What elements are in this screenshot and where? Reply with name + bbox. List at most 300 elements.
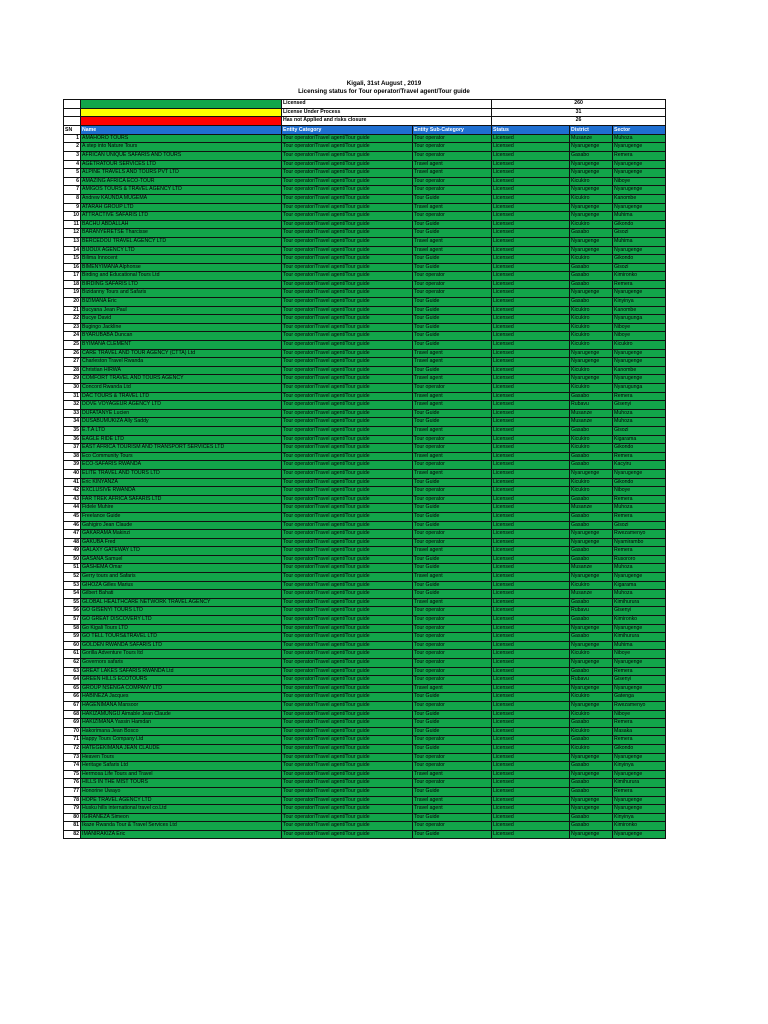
- status-cell: Licensed: [492, 676, 570, 685]
- entity-category-cell: Tour operator/Travel agent/Tour guide: [282, 693, 413, 702]
- table-row: [64, 289, 666, 298]
- name-cell: DOVE VOYAGEUR AGENCY LTD: [81, 401, 282, 410]
- status-cell: Licensed: [492, 229, 570, 238]
- sn-cell: 41: [64, 478, 81, 487]
- entity-category-cell: Tour operator/Travel agent/Tour guide: [282, 762, 413, 771]
- entity-category-cell: Tour operator/Travel agent/Tour guide: [282, 830, 413, 839]
- status-cell: Licensed: [492, 418, 570, 427]
- sector-cell: Gatenga: [613, 693, 666, 702]
- sub-category-cell: Tour Guide: [413, 315, 492, 324]
- table-row: [64, 220, 666, 229]
- status-cell: Licensed: [492, 341, 570, 350]
- sub-category-cell: Tour operator: [413, 607, 492, 616]
- sector-cell: Nyarugenge: [613, 143, 666, 152]
- table-row: [64, 143, 666, 152]
- sub-category-cell: Tour Guide: [413, 229, 492, 238]
- district-cell: Musanze: [570, 418, 613, 427]
- status-cell: Licensed: [492, 684, 570, 693]
- status-cell: Licensed: [492, 779, 570, 788]
- entity-category-cell: Tour operator/Travel agent/Tour guide: [282, 212, 413, 221]
- sector-cell: Gikondo: [613, 478, 666, 487]
- table-row: [64, 323, 666, 332]
- sector-cell: Kimironko: [613, 616, 666, 625]
- name-cell: Bilima Innocent: [81, 255, 282, 264]
- sub-category-cell: Tour Guide: [413, 409, 492, 418]
- sn-cell: 23: [64, 323, 81, 332]
- district-cell: Gasabo: [570, 461, 613, 470]
- sector-cell: Remera: [613, 452, 666, 461]
- district-cell: Gasabo: [570, 822, 613, 831]
- sn-cell: 42: [64, 487, 81, 496]
- name-cell: GREAT LAKES SAFARIS RWANDA Ltd: [81, 667, 282, 676]
- name-cell: GALAXY GATEWAY LTD: [81, 547, 282, 556]
- legend-swatch-yellow: [81, 108, 282, 117]
- entity-category-cell: Tour operator/Travel agent/Tour guide: [282, 203, 413, 212]
- sn-cell: 16: [64, 263, 81, 272]
- entity-category-cell: Tour operator/Travel agent/Tour guide: [282, 280, 413, 289]
- district-cell: Nyarugenge: [570, 169, 613, 178]
- sn-cell: 28: [64, 366, 81, 375]
- sub-category-cell: Travel agent: [413, 169, 492, 178]
- name-cell: Ikaze Rwanda Tour & Travel Services Ltd: [81, 822, 282, 831]
- sub-category-cell: Travel agent: [413, 246, 492, 255]
- table-row: [64, 753, 666, 762]
- legend-row-licensed: [64, 100, 666, 109]
- sn-cell: 65: [64, 684, 81, 693]
- sn-cell: 53: [64, 581, 81, 590]
- table-row: [64, 358, 666, 367]
- legend-swatch-green: [81, 100, 282, 109]
- sector-cell: Kimironko: [613, 272, 666, 281]
- status-cell: Licensed: [492, 538, 570, 547]
- status-cell: Licensed: [492, 727, 570, 736]
- sector-cell: Nyarugenge: [613, 186, 666, 195]
- district-cell: Rubavu: [570, 607, 613, 616]
- sn-cell: 73: [64, 753, 81, 762]
- sub-category-cell: Travel agent: [413, 684, 492, 693]
- entity-category-cell: Tour operator/Travel agent/Tour guide: [282, 478, 413, 487]
- district-cell: Kicukiro: [570, 366, 613, 375]
- entity-category-cell: Tour operator/Travel agent/Tour guide: [282, 598, 413, 607]
- sub-category-cell: Tour operator: [413, 435, 492, 444]
- name-cell: FAR TREK AFRICA SAFARIS LTD: [81, 495, 282, 504]
- sub-category-cell: Tour Guide: [413, 306, 492, 315]
- status-cell: Licensed: [492, 590, 570, 599]
- status-cell: Licensed: [492, 392, 570, 401]
- table-row: [64, 366, 666, 375]
- status-cell: Licensed: [492, 736, 570, 745]
- district-cell: Nyarugenge: [570, 246, 613, 255]
- sector-cell: Nyamirambo: [613, 538, 666, 547]
- district-cell: Gasabo: [570, 719, 613, 728]
- entity-category-cell: Tour operator/Travel agent/Tour guide: [282, 246, 413, 255]
- table-row: [64, 315, 666, 324]
- entity-category-cell: Tour operator/Travel agent/Tour guide: [282, 444, 413, 453]
- name-cell: GO GREAT DISCOVERY LTD: [81, 616, 282, 625]
- district-cell: Gasabo: [570, 598, 613, 607]
- table-row: [64, 779, 666, 788]
- sector-cell: Remera: [613, 667, 666, 676]
- district-cell: Kicukiro: [570, 332, 613, 341]
- table-row: [64, 160, 666, 169]
- sn-cell: 81: [64, 822, 81, 831]
- table-row: [64, 762, 666, 771]
- sector-cell: Gisenyi: [613, 607, 666, 616]
- district-cell: Gasabo: [570, 512, 613, 521]
- district-cell: Kicukiro: [570, 384, 613, 393]
- sn-cell: 69: [64, 719, 81, 728]
- name-cell: Birding and Educational Tours Ltd: [81, 272, 282, 281]
- district-cell: Nyarugenge: [570, 538, 613, 547]
- status-cell: Licensed: [492, 487, 570, 496]
- name-cell: HAKIZAMUNGU Aimable Jean Claude: [81, 710, 282, 719]
- name-cell: Happy Tours Company Ltd: [81, 736, 282, 745]
- district-cell: Musanze: [570, 134, 613, 143]
- status-cell: Licensed: [492, 263, 570, 272]
- status-cell: Licensed: [492, 289, 570, 298]
- entity-category-cell: Tour operator/Travel agent/Tour guide: [282, 547, 413, 556]
- table-row: [64, 564, 666, 573]
- sector-cell: Kinyinya: [613, 813, 666, 822]
- sector-cell: Muhoza: [613, 564, 666, 573]
- status-cell: Licensed: [492, 616, 570, 625]
- sub-category-cell: Tour operator: [413, 736, 492, 745]
- district-cell: Nyarugenge: [570, 753, 613, 762]
- entity-category-cell: Tour operator/Travel agent/Tour guide: [282, 306, 413, 315]
- name-cell: Bucyana Jean Paul: [81, 306, 282, 315]
- district-cell: Musanze: [570, 409, 613, 418]
- name-cell: EXCLUSIVE RWANDA: [81, 487, 282, 496]
- name-cell: BIRDING SAFARIS LTD: [81, 280, 282, 289]
- entity-category-cell: Tour operator/Travel agent/Tour guide: [282, 684, 413, 693]
- entity-category-cell: Tour operator/Travel agent/Tour guide: [282, 461, 413, 470]
- sub-category-cell: Travel agent: [413, 237, 492, 246]
- sn-cell: 58: [64, 624, 81, 633]
- sub-category-cell: Travel agent: [413, 547, 492, 556]
- name-cell: ATTRACTIVE SAFARIS LTD: [81, 212, 282, 221]
- entity-category-cell: Tour operator/Travel agent/Tour guide: [282, 169, 413, 178]
- sub-category-cell: Tour operator: [413, 461, 492, 470]
- column-header-sn: SN: [64, 125, 81, 134]
- sn-cell: 38: [64, 452, 81, 461]
- district-cell: Nyarugenge: [570, 237, 613, 246]
- sector-cell: Niboye: [613, 650, 666, 659]
- table-row: [64, 504, 666, 513]
- entity-category-cell: Tour operator/Travel agent/Tour guide: [282, 736, 413, 745]
- sub-category-cell: Tour operator: [413, 487, 492, 496]
- entity-category-cell: Tour operator/Travel agent/Tour guide: [282, 220, 413, 229]
- status-cell: Licensed: [492, 719, 570, 728]
- sub-category-cell: Tour operator: [413, 779, 492, 788]
- status-cell: Licensed: [492, 306, 570, 315]
- name-cell: GIHOZA Gilles Marius: [81, 581, 282, 590]
- sn-cell: 68: [64, 710, 81, 719]
- table-row: [64, 478, 666, 487]
- table-row: [64, 255, 666, 264]
- legend-count: 260: [492, 100, 666, 109]
- entity-category-cell: Tour operator/Travel agent/Tour guide: [282, 349, 413, 358]
- sector-cell: Kigarama: [613, 435, 666, 444]
- table-row: [64, 555, 666, 564]
- entity-category-cell: Tour operator/Travel agent/Tour guide: [282, 753, 413, 762]
- entity-category-cell: Tour operator/Travel agent/Tour guide: [282, 787, 413, 796]
- sector-cell: Kimihurura: [613, 779, 666, 788]
- entity-category-cell: Tour operator/Travel agent/Tour guide: [282, 186, 413, 195]
- district-cell: Nyarugenge: [570, 659, 613, 668]
- entity-category-cell: Tour operator/Travel agent/Tour guide: [282, 134, 413, 143]
- entity-category-cell: Tour operator/Travel agent/Tour guide: [282, 590, 413, 599]
- sn-cell: 63: [64, 667, 81, 676]
- name-cell: HAGENIMANA Mansoor: [81, 701, 282, 710]
- sn-cell: 3: [64, 151, 81, 160]
- sub-category-cell: Tour Guide: [413, 693, 492, 702]
- table-row: [64, 787, 666, 796]
- table-row: [64, 796, 666, 805]
- sn-cell: 39: [64, 461, 81, 470]
- table-row: [64, 667, 666, 676]
- status-cell: Licensed: [492, 787, 570, 796]
- legend-spacer: [64, 117, 81, 126]
- table-row: [64, 306, 666, 315]
- status-cell: Licensed: [492, 762, 570, 771]
- sector-cell: Remera: [613, 787, 666, 796]
- entity-category-cell: Tour operator/Travel agent/Tour guide: [282, 581, 413, 590]
- sn-cell: 60: [64, 641, 81, 650]
- district-cell: Kicukiro: [570, 177, 613, 186]
- column-header-status: Status: [492, 125, 570, 134]
- sector-cell: Nyarugenge: [613, 169, 666, 178]
- status-cell: Licensed: [492, 555, 570, 564]
- legend-count: 26: [492, 117, 666, 126]
- sector-cell: Nyarugenge: [613, 796, 666, 805]
- status-cell: Licensed: [492, 358, 570, 367]
- table-row: [64, 573, 666, 582]
- district-cell: Gasabo: [570, 392, 613, 401]
- name-cell: BIZIMANA Eric: [81, 298, 282, 307]
- sub-category-cell: Travel agent: [413, 469, 492, 478]
- district-cell: Kicukiro: [570, 693, 613, 702]
- sub-category-cell: Tour operator: [413, 701, 492, 710]
- district-cell: Musanze: [570, 504, 613, 513]
- district-cell: Kicukiro: [570, 581, 613, 590]
- sub-category-cell: Tour Guide: [413, 341, 492, 350]
- sn-cell: 56: [64, 607, 81, 616]
- sector-cell: Kicukiro: [613, 341, 666, 350]
- sn-cell: 30: [64, 384, 81, 393]
- sn-cell: 70: [64, 727, 81, 736]
- sector-cell: Nyarugenge: [613, 573, 666, 582]
- district-cell: Kicukiro: [570, 487, 613, 496]
- entity-category-cell: Tour operator/Travel agent/Tour guide: [282, 384, 413, 393]
- table-row: [64, 736, 666, 745]
- status-cell: Licensed: [492, 366, 570, 375]
- table-row: [64, 676, 666, 685]
- district-cell: Gasabo: [570, 280, 613, 289]
- sector-cell: Muhoza: [613, 409, 666, 418]
- entity-category-cell: Tour operator/Travel agent/Tour guide: [282, 341, 413, 350]
- sn-cell: 47: [64, 530, 81, 539]
- sn-cell: 44: [64, 504, 81, 513]
- status-cell: Licensed: [492, 813, 570, 822]
- name-cell: GAKARAMA Makinzi: [81, 530, 282, 539]
- status-cell: Licensed: [492, 693, 570, 702]
- sub-category-cell: Tour Guide: [413, 263, 492, 272]
- sn-cell: 18: [64, 280, 81, 289]
- table-row: [64, 684, 666, 693]
- district-cell: Kicukiro: [570, 220, 613, 229]
- sector-cell: Nyarugenge: [613, 770, 666, 779]
- status-cell: Licensed: [492, 521, 570, 530]
- sub-category-cell: Tour operator: [413, 753, 492, 762]
- status-cell: Licensed: [492, 710, 570, 719]
- table-row: [64, 444, 666, 453]
- district-cell: Nyarugenge: [570, 641, 613, 650]
- status-cell: Licensed: [492, 160, 570, 169]
- entity-category-cell: Tour operator/Travel agent/Tour guide: [282, 177, 413, 186]
- sn-cell: 31: [64, 392, 81, 401]
- sub-category-cell: Tour Guide: [413, 298, 492, 307]
- entity-category-cell: Tour operator/Travel agent/Tour guide: [282, 332, 413, 341]
- table-row: [64, 177, 666, 186]
- licensing-table: [63, 99, 666, 839]
- status-cell: Licensed: [492, 469, 570, 478]
- sector-cell: Remera: [613, 736, 666, 745]
- legend-spacer: [64, 100, 81, 109]
- status-cell: Licensed: [492, 203, 570, 212]
- sector-cell: Kimironko: [613, 822, 666, 831]
- name-cell: DUFATANYE Lucien: [81, 409, 282, 418]
- table-row: [64, 624, 666, 633]
- entity-category-cell: Tour operator/Travel agent/Tour guide: [282, 426, 413, 435]
- table-row: [64, 813, 666, 822]
- sector-cell: Nyarugenge: [613, 246, 666, 255]
- entity-category-cell: Tour operator/Travel agent/Tour guide: [282, 744, 413, 753]
- sector-cell: Remera: [613, 280, 666, 289]
- sn-cell: 26: [64, 349, 81, 358]
- sector-cell: Remera: [613, 512, 666, 521]
- sector-cell: Muhoza: [613, 418, 666, 427]
- table-row: [64, 280, 666, 289]
- status-cell: Licensed: [492, 650, 570, 659]
- entity-category-cell: Tour operator/Travel agent/Tour guide: [282, 229, 413, 238]
- table-row: [64, 830, 666, 839]
- entity-category-cell: Tour operator/Travel agent/Tour guide: [282, 538, 413, 547]
- sub-category-cell: Tour operator: [413, 641, 492, 650]
- name-cell: BERCEDOU TRAVEL AGENCY LTD: [81, 237, 282, 246]
- legend-row-under-process: [64, 108, 666, 117]
- table-row: [64, 744, 666, 753]
- status-cell: Licensed: [492, 547, 570, 556]
- name-cell: AFRICAN UNIQUE SAFARIS AND TOURS: [81, 151, 282, 160]
- entity-category-cell: Tour operator/Travel agent/Tour guide: [282, 160, 413, 169]
- entity-category-cell: Tour operator/Travel agent/Tour guide: [282, 366, 413, 375]
- sn-cell: 46: [64, 521, 81, 530]
- sn-cell: 80: [64, 813, 81, 822]
- sub-category-cell: Tour Guide: [413, 504, 492, 513]
- sector-cell: Masaka: [613, 727, 666, 736]
- sector-cell: Remera: [613, 392, 666, 401]
- column-header-district: District: [570, 125, 613, 134]
- entity-category-cell: Tour operator/Travel agent/Tour guide: [282, 607, 413, 616]
- sub-category-cell: Tour Guide: [413, 521, 492, 530]
- name-cell: HABINEZA Jacques: [81, 693, 282, 702]
- name-cell: GROUP NSENGA COMPANY LTD: [81, 684, 282, 693]
- sn-cell: 34: [64, 418, 81, 427]
- table-row: [64, 212, 666, 221]
- status-cell: Licensed: [492, 332, 570, 341]
- entity-category-cell: Tour operator/Travel agent/Tour guide: [282, 487, 413, 496]
- legend-row-not-applied: [64, 117, 666, 126]
- sector-cell: Kimihurura: [613, 598, 666, 607]
- sn-cell: 24: [64, 332, 81, 341]
- entity-category-cell: Tour operator/Travel agent/Tour guide: [282, 469, 413, 478]
- district-cell: Kicukiro: [570, 341, 613, 350]
- sn-cell: 35: [64, 426, 81, 435]
- name-cell: BIJOUX AGENCY LTD: [81, 246, 282, 255]
- sub-category-cell: Tour Guide: [413, 255, 492, 264]
- table-header-row: [64, 125, 666, 134]
- name-cell: Concord Rwanda Ltd: [81, 384, 282, 393]
- name-cell: Freelance Guide: [81, 512, 282, 521]
- sector-cell: Gikondo: [613, 744, 666, 753]
- name-cell: Bugingo Jackline: [81, 323, 282, 332]
- name-cell: Eco Community Tours: [81, 452, 282, 461]
- entity-category-cell: Tour operator/Travel agent/Tour guide: [282, 194, 413, 203]
- name-cell: HILLS IN THE MIST TOURS: [81, 779, 282, 788]
- sector-cell: Rwezamenyo: [613, 530, 666, 539]
- sub-category-cell: Tour operator: [413, 667, 492, 676]
- entity-category-cell: Tour operator/Travel agent/Tour guide: [282, 796, 413, 805]
- district-cell: Nyarugenge: [570, 143, 613, 152]
- entity-category-cell: Tour operator/Travel agent/Tour guide: [282, 659, 413, 668]
- table-row: [64, 298, 666, 307]
- sn-cell: 9: [64, 203, 81, 212]
- status-cell: Licensed: [492, 298, 570, 307]
- status-cell: Licensed: [492, 280, 570, 289]
- name-cell: BARANYERETSE Tharcisse: [81, 229, 282, 238]
- entity-category-cell: Tour operator/Travel agent/Tour guide: [282, 409, 413, 418]
- sector-cell: Kanombe: [613, 366, 666, 375]
- sector-cell: Nyarugenge: [613, 805, 666, 814]
- table-row: [64, 384, 666, 393]
- status-cell: Licensed: [492, 134, 570, 143]
- sector-cell: Niboye: [613, 332, 666, 341]
- sector-cell: Niboye: [613, 487, 666, 496]
- entity-category-cell: Tour operator/Travel agent/Tour guide: [282, 650, 413, 659]
- entity-category-cell: Tour operator/Travel agent/Tour guide: [282, 392, 413, 401]
- sector-cell: Nyarugenge: [613, 684, 666, 693]
- sector-cell: Kimihurura: [613, 633, 666, 642]
- entity-category-cell: Tour operator/Travel agent/Tour guide: [282, 298, 413, 307]
- district-cell: Gasabo: [570, 762, 613, 771]
- entity-category-cell: Tour operator/Travel agent/Tour guide: [282, 401, 413, 410]
- sector-cell: Nyarugenge: [613, 659, 666, 668]
- name-cell: HATEGEKIMANA JEAN CLAUDE: [81, 744, 282, 753]
- sn-cell: 78: [64, 796, 81, 805]
- table-row: [64, 693, 666, 702]
- name-cell: Go Kigali Tours LTD: [81, 624, 282, 633]
- sub-category-cell: Tour Guide: [413, 555, 492, 564]
- sn-cell: 74: [64, 762, 81, 771]
- table-row: [64, 426, 666, 435]
- status-cell: Licensed: [492, 478, 570, 487]
- entity-category-cell: Tour operator/Travel agent/Tour guide: [282, 805, 413, 814]
- status-cell: Licensed: [492, 272, 570, 281]
- sector-cell: Muhoza: [613, 134, 666, 143]
- table-row: [64, 401, 666, 410]
- district-cell: Kicukiro: [570, 650, 613, 659]
- sn-cell: 29: [64, 375, 81, 384]
